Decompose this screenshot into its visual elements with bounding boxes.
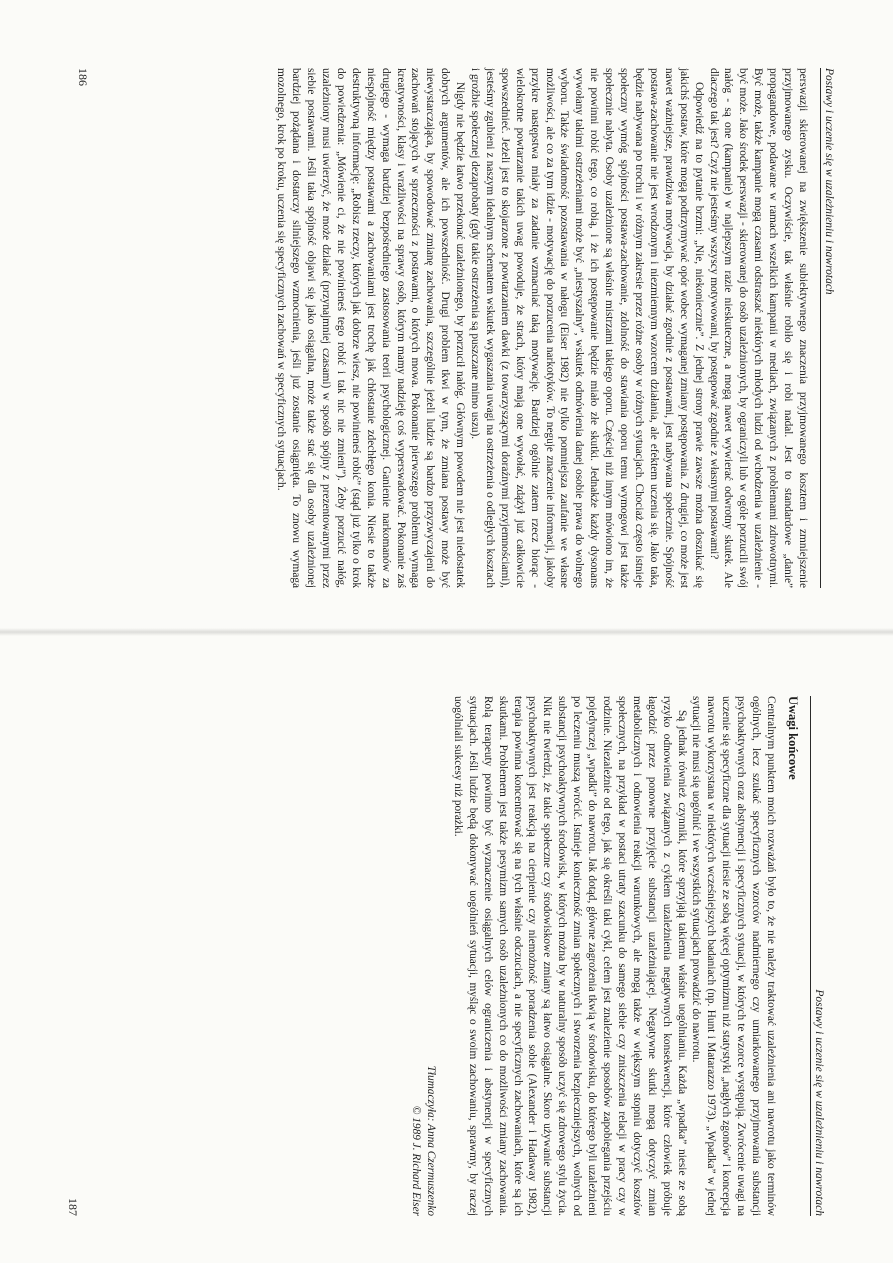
section-title: Uwagi końcowe bbox=[786, 696, 800, 780]
paragraph: Centralnym punktem moich rozważań było to, że nie należy traktować uzależnienia ani nawrotu jako terminów ogólnych, lecz szukać specyficznych wzorców nadmiernego czy umiarkowanego przyjmowania substancji psychoaktywnych oraz abstynencji i specyficznych sytuacji, w których te wzorce występują. Zwrócenie uwagi na uczenie się specyficzne dla sytuacji niesie ze sobą więcej optymizmu niż statystyki „nagłych zgonów” i koncepcja nawrotu wykorzystana w niektórych wcześniejszych badaniach (np. Hunt i Matarazzo 1973). „Wpadka” w jednej sytuacji nie musi się uogólnić i we wszystkich sytuacjach prowadzić do nawrotu. bbox=[690, 696, 777, 1216]
running-head: Postawy i uczenie się w uzależnieniu i nawrotach bbox=[810, 696, 825, 1216]
body-text bbox=[273, 68, 810, 588]
scan-fold bbox=[0, 628, 893, 636]
paragraph: Są jednak również czynniki, które sprzyjają takiemu właśnie uogólnianiu. Każda „wpadka” niesie ze sobą ryzyko odnowienia związanych z cyklem uzależnienia negatywnych konsekwencji, które człowiek próbuje łagodzić przez ponowne przyjęcie substancji uzależniającej. Negatywne skutki mogą dotyczyć zmian metabolicznych i odnowienia reakcji warunkowych, ale mogą także w większym stopniu dotyczyć kosztów społecznych, na przykład w postaci utraty szacunku do samego siebie czy zniszczenia relacji w pracy czy w rodzinie. Niezależnie od tego, jak się określi taki cykl, celem jest znalezienie sposobów zapobiegania przejściu pojedynczej „wpadki” do nawrotu. Jak dotąd, główne zagrożenia tkwią w środowisku, do którego byli uzależnieni po leczeniu muszą wrócić. Istnieje konieczność zmian społecznych i stworzenia bezpieczniejszych, wolnych od substancji psychoaktywnych środowisk, w których można by w naturalny sposób uczyć się zdrowego stylu życia. Nikt nie twierdzi, że takie społeczne czy środowiskowe zmiany są łatwo osiągalne. Skoro używanie substancji psychoaktywnych jest reakcją na cierpienie czy niemożność poradzenia sobie (Alexander i Hadaway 1982), terapia powinna koncentrować się na tych właśnie odczuciach, a nie specyficznych zachowaniach, które są ich skutkami. Problemem jest także pesymizm samych osób uzależnionych co do możliwości zmiany zachowania. Rolą terapeuty powinno być wyznaczenie osiągalnych celów ograniczenia i abstynencji w specyficznych sytuacjach. Jeśli ludzie będą dokonywać uogólnień sytuacji, myśląc o swoim zachowaniu, sprawmy, by raczej uogólniali sukcesy niż porażki. bbox=[451, 696, 688, 1216]
running-head: Postawy i uczenie się w uzależnieniu i nawrotach bbox=[820, 68, 835, 588]
body-text bbox=[450, 696, 778, 1216]
paragraph: Odpowiedź na to pytanie brzmi: „Nie, niekoniecznie”. Z jednej strony prawie zawsze można doszukać się jakichś postaw, które mogą podtrzymywać opór wobec wymaganej zmiany postępowania. Z drugiej, co może jest nawet ważniejsze, prawdziwa motywacja, by działać zgodnie z postawami, jest nabywana społecznie. Spójność postawa-zachowanie nie jest wrodzonym i niezmiennym wzorcem działania, ale efektem uczenia się. Jako taka, będzie nabywana po trochu i w różnym zakresie przez różne osoby w różnych sytuacjach. Chociaż często istnieje społeczny wymóg spójności postawa-zachowanie, zdolność do stawiania oporu temu wymogowi jest także społecznie nabyta. Osoby uzależnione są właśnie mistrzami takiego oporu. Częściej niż innym mówiono im, że nie powinni robić tego, co robią, i że ich postępowanie będzie miało złe skutki. Jednakże każdy dysonans wywołany takimi ostrzeżeniami może być „niestyszalny”, wskutek odmówienia danej osobie prawa do wolnego wyboru. Także świadomość pozostawania w nałogu (Eiser 1982) nie tylko pomniejsza zaufanie we własne możliwości, ale co za tym idzie - motywację do porzucenia narkotyków. To neguje znaczenie informacji, jakoby przykre następstwa miały za zadanie wzmacniać taką motywację. Bardziej ogólnie zatem rzecz biorąc - wielokrotne powtarzanie takich uwag powoduje, że strach, który mają one wywołać, zdążył już całkowicie spowszednieć. Jeżeli jest to skojarzone z powtarzaniem dawki (z towarzyszącymi doraźnymi przyjemnościami), jesteśmy zgubieni z naszym idealnym schematem wskutek wygaszania uwagi na ostrzeżenia o odległych kosztach i groźbie społecznej dezaprobaty (gdy takie ostrzeżenia są puszczane mimo uszu). bbox=[469, 68, 705, 588]
copyright-notice: © 1989 J. Richard Eiser bbox=[410, 1105, 423, 1216]
credits bbox=[409, 696, 438, 1216]
left-page bbox=[75, 68, 835, 588]
paragraph: Nigdy nie będzie łatwo przekonać uzależnionego, by porzucił nałóg. Głównym powodem nie jest niedostatek dobrych argumentów, ale ich powszedniość. Drugi problem tkwi w tym, że zmiana postawy może być niewystarczająca, by spowodować zmianę zachowania, szczególnie jeżeli ludzie są bardzo przyzwyczajeni do zachowań stojących w sprzeczności z postawami, o których mowa. Pokonanie pierwszego problemu wymaga kreatywności, klasy i wrażliwości na sprawy osób, którym mamy nadzieję coś wyperswadować. Pokonanie zaś drugiego - wymaga bardziej bezpośredniego zastosowania teorii psychologicznej. Ganienie narkomanów za niespójność między postawami a zachowaniami jest trochę jak chłostanie zdechłego konia. Niesie to także destruktywną informację: „Robisz rzeczy, których jak dobrze wiesz, nie powinieneś robić” (stąd już tylko o krok do powiedzenia: „Mówienie ci, że nie powinieneś tego robić i tak nic nie zmieni”). Żeby porzucić nałóg, uzależniony musi uwierzyć, że może działać (przynajmniej czasami) w sposób spójny z prezentowanymi przez siebie postawami. Jeśli taka spójność objawi się jako osiągalna, może także stać się dla osoby uzależnionej bardziej pożądana i dostarczy silniejszego wzmocnienia, jeśli już zostanie osiągnięta. To znowu wymaga mozolnego, krok po kroku, uczenia się specyficznych zachowań w specyficznych sytuacjach. bbox=[275, 68, 467, 588]
page-number: 187 bbox=[66, 1198, 80, 1216]
right-page bbox=[65, 696, 825, 1216]
page-number: 186 bbox=[76, 68, 90, 86]
translator-credit: Tłumaczyła: Anna Czermuszenko bbox=[425, 1065, 438, 1216]
paragraph: perswazji skierowanej na zwiększenie subiektywnego znaczenia przyjmowanego kosztem i zmniejszenie przyjmowanego zysku. Oczywiście, tak właśnie robiło się i robi nadal. Jest to standardowe „danie” propagandowe, podawane w ramach wszelkich kampanii w mediach, związanych z problemami zdrowotnymi. Być może, także kampanie mogą czasami odstraszać niektórych młodych ludzi od wchodzenia w uzależnienie - być może. Jako środek perswazji - skierowanej do osób uzależnionych, by ograniczyli lub w ogóle porzucili swój nałóg - są one (kampanie) w najlepszym razie nieskuteczne, a mogą nawet wywierać odwrotny skutek. Ale dlaczego tak jest? Czyż nie jesteśmy wszyscy motywowani, by postępować zgodnie z własnymi postawami? bbox=[707, 68, 809, 588]
